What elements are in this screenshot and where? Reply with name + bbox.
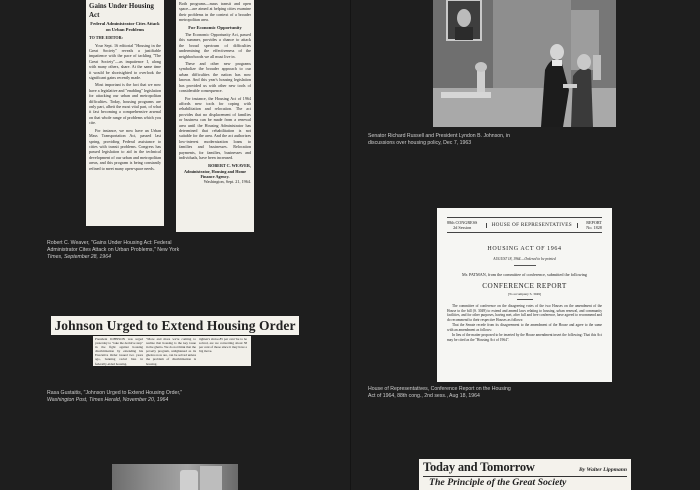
caption-line: House of Representatives, Conference Report on the Housing bbox=[368, 386, 511, 392]
photo-russell-johnson bbox=[433, 0, 616, 127]
paragraph: For instance, the Housing Act of 1964 affords new tools for coping with rehabilitation and relocation. The act provides that no displacement of families or business can be made from a renewal area until the Housing Administrator has determined that rehabilitation is not suitable for the area. And the act authorizes low-interest modernization loans to families and businesses. Relocation payments, for families, businesses and individuals, have been increased. bbox=[179, 95, 251, 160]
clip-headline: Gains Under Housing Act bbox=[89, 2, 154, 19]
newspaper-clip-johnson-urged bbox=[51, 316, 299, 335]
newspaper-clip-weaver-letter bbox=[86, 0, 164, 226]
clip-column-a bbox=[89, 43, 161, 171]
conference-report-document bbox=[437, 208, 612, 382]
paragraph: For instance, we now have an Urban Mass Transportation Act, passed last spring, providing Federal assistance to cities with transit problems. Congress has passed legislation to aid in the technical development of our urban and metropolitan areas, and this program is being constantly refined to meet many open-space needs. bbox=[89, 127, 161, 171]
clip2-headline: Johnson Urged to Extend Housing Order bbox=[54, 318, 296, 333]
clip-column-b-top bbox=[179, 1, 251, 23]
clip2-column-2-text-b: "We are becoming a divided society," he pointed out. bbox=[146, 365, 196, 374]
photo-shape bbox=[180, 470, 198, 490]
clip-column-b bbox=[179, 25, 251, 161]
caption-conference-report bbox=[368, 386, 588, 400]
report-number-block bbox=[586, 220, 602, 230]
caption-line: Senator Richard Russell and President Lyndon B. Johnson, in bbox=[368, 133, 510, 139]
newspaper-clip-johnson-urged-body bbox=[93, 336, 251, 374]
report-congress: 88th CONGRESS bbox=[447, 220, 478, 225]
caption-line: Robert C. Weaver, "Gains Under Housing Act: Federal bbox=[47, 240, 172, 246]
caption-line: discussions over housing policy, Dec 7, 1963 bbox=[368, 140, 472, 146]
newspaper-clip-weaver-letter-continued bbox=[176, 0, 254, 232]
report-session bbox=[447, 220, 477, 230]
photo-shape bbox=[200, 466, 222, 490]
caption-line: Administrator Cites Attack on Urban Problems," New York bbox=[47, 247, 180, 253]
report-number: No. 1828 bbox=[586, 225, 602, 230]
report-paragraph: In lieu of the matter proposed to be inserted by the House amendment insert the following: That this Act may be cited as the "Housing Act of 1964". bbox=[447, 333, 602, 342]
report-house: HOUSE OF REPRESENTATIVES bbox=[486, 223, 578, 228]
caption-line: Rasa Gustaitis, "Johnson Urged to Extend Housing Order," bbox=[47, 390, 183, 396]
clip2-column-3: tighten's shave-85 per cent 'he to be solved, are we converting about 58 per cent of those since it may have a big move. bbox=[199, 337, 247, 354]
report-intro: Mr. PATMAN, from the committee of conference, submitted the following bbox=[462, 272, 587, 277]
lippmann-title: Today and Tomorrow bbox=[423, 460, 535, 474]
clip2-column-2-text: "More and more we're coming to realize that housing is the key issue in the ghetto. We do not think that the poverty program, unlightened as its ghettos now are, can be solved unless the problem of discrimination is housing. bbox=[146, 337, 196, 366]
report-rule bbox=[514, 265, 536, 266]
clip-salutation: TO THE EDITOR: bbox=[89, 35, 123, 41]
paragraph: The Economic Opportunity Act, passed this summer, provides a chance to attack the broad spectrum of difficulties undermining the effectiveness of the neighborhoods we all must live in. bbox=[179, 32, 251, 59]
caption-source bbox=[47, 254, 247, 261]
book-gutter bbox=[350, 0, 351, 490]
signature-name: ROBERT C. WEAVER, bbox=[208, 163, 251, 169]
caption-source-text: Times, September 28, 1964 bbox=[47, 254, 111, 260]
report-conference-title: CONFERENCE REPORT bbox=[482, 282, 567, 291]
signature-title: Administrator, Housing and Home Finance Agency. bbox=[184, 168, 246, 179]
photo-bottom-left bbox=[112, 464, 238, 490]
signature-place: Washington, Sept. 21, 1964. bbox=[203, 178, 251, 184]
report-session-number: 2d Session bbox=[453, 225, 472, 230]
newspaper-clip-lippmann bbox=[419, 459, 631, 490]
report-paragraph: The committee of conference on the disagreeing votes of the two Houses on the amendment of the House to the bill (S. 3049) to extend and amend laws relating to housing, urban renewal, and community facilities, and for other purposes, having met, after full and free conference, have agreed to recommend and do recommend to their respective Houses as follows: bbox=[447, 304, 602, 322]
report-body bbox=[447, 304, 602, 342]
report-label: REPORT bbox=[586, 220, 602, 225]
report-header bbox=[447, 217, 602, 233]
report-rule bbox=[517, 299, 533, 300]
paragraph: Your Sept. 16 editorial "Housing in the Great Society" reveals a justifiable impatience with the pace of tackling "The Great Society"—as impatience I, along with many others, share. At the same time it would be shortsighted to overlook the significant gains recently made. bbox=[89, 42, 161, 81]
caption-gustaitis bbox=[47, 390, 267, 404]
caption-line: Act of 1964, 88th cong., 2nd sess., Aug 18, 1964 bbox=[368, 393, 480, 399]
paragraph: These and other new programs symbolize the broader approach to our urban difficulties the nation has now known. And this year's housing legislation has provided us with other new tools of considerable consequence. bbox=[179, 61, 251, 94]
paragraph: Both programs—mass transit and open space—are aimed at helping cities examine their problems in the context of a broader metropolitan area. bbox=[179, 1, 251, 23]
clip2-column-2 bbox=[146, 337, 196, 374]
report-title: HOUSING ACT OF 1964 bbox=[487, 246, 562, 252]
clip-section-heading: For Economic Opportunity bbox=[188, 24, 242, 30]
caption-russell-johnson bbox=[368, 133, 588, 147]
lippmann-byline: By Walter Lippmann bbox=[579, 467, 627, 473]
report-ordered: AUGUST 18, 1964.—Ordered to be printed bbox=[493, 257, 556, 261]
caption-weaver bbox=[47, 240, 247, 261]
caption-source-text: Washington Post, Times Herald, November 20, 1964 bbox=[47, 397, 169, 403]
report-accompany: [To accompany S. 3049] bbox=[507, 292, 542, 297]
lippmann-title-row bbox=[423, 461, 627, 474]
report-paragraph: That the Senate recede from its disagreement to the amendment of the House and agree to the same with an amendment as follows: bbox=[447, 323, 602, 332]
caption-source bbox=[47, 397, 267, 404]
clip-subhead: Federal Administrator Cites Attack on Urban Problems bbox=[90, 21, 160, 32]
clip-signature bbox=[179, 163, 251, 184]
lippmann-subtitle: The Principle of the Great Society bbox=[429, 477, 567, 488]
photo-russell-johnson-illustration bbox=[433, 0, 616, 127]
clip2-column-1: President JOHNSON was urged yesterday to "take the decisive step" in the fight against housing discrimination by extending his Executive Order issued two years ago, banning racial bias in federally-aided housing. bbox=[95, 337, 143, 366]
paragraph: Most important is the fact that we now have a legislative and "enabling" legislation for attacking our urban and metropolitan difficulties. Today, housing programs are only part, albeit the most vital part, of what it fast becoming a comprehensive arsenal on that whole range of problems which you cite. bbox=[89, 82, 161, 126]
